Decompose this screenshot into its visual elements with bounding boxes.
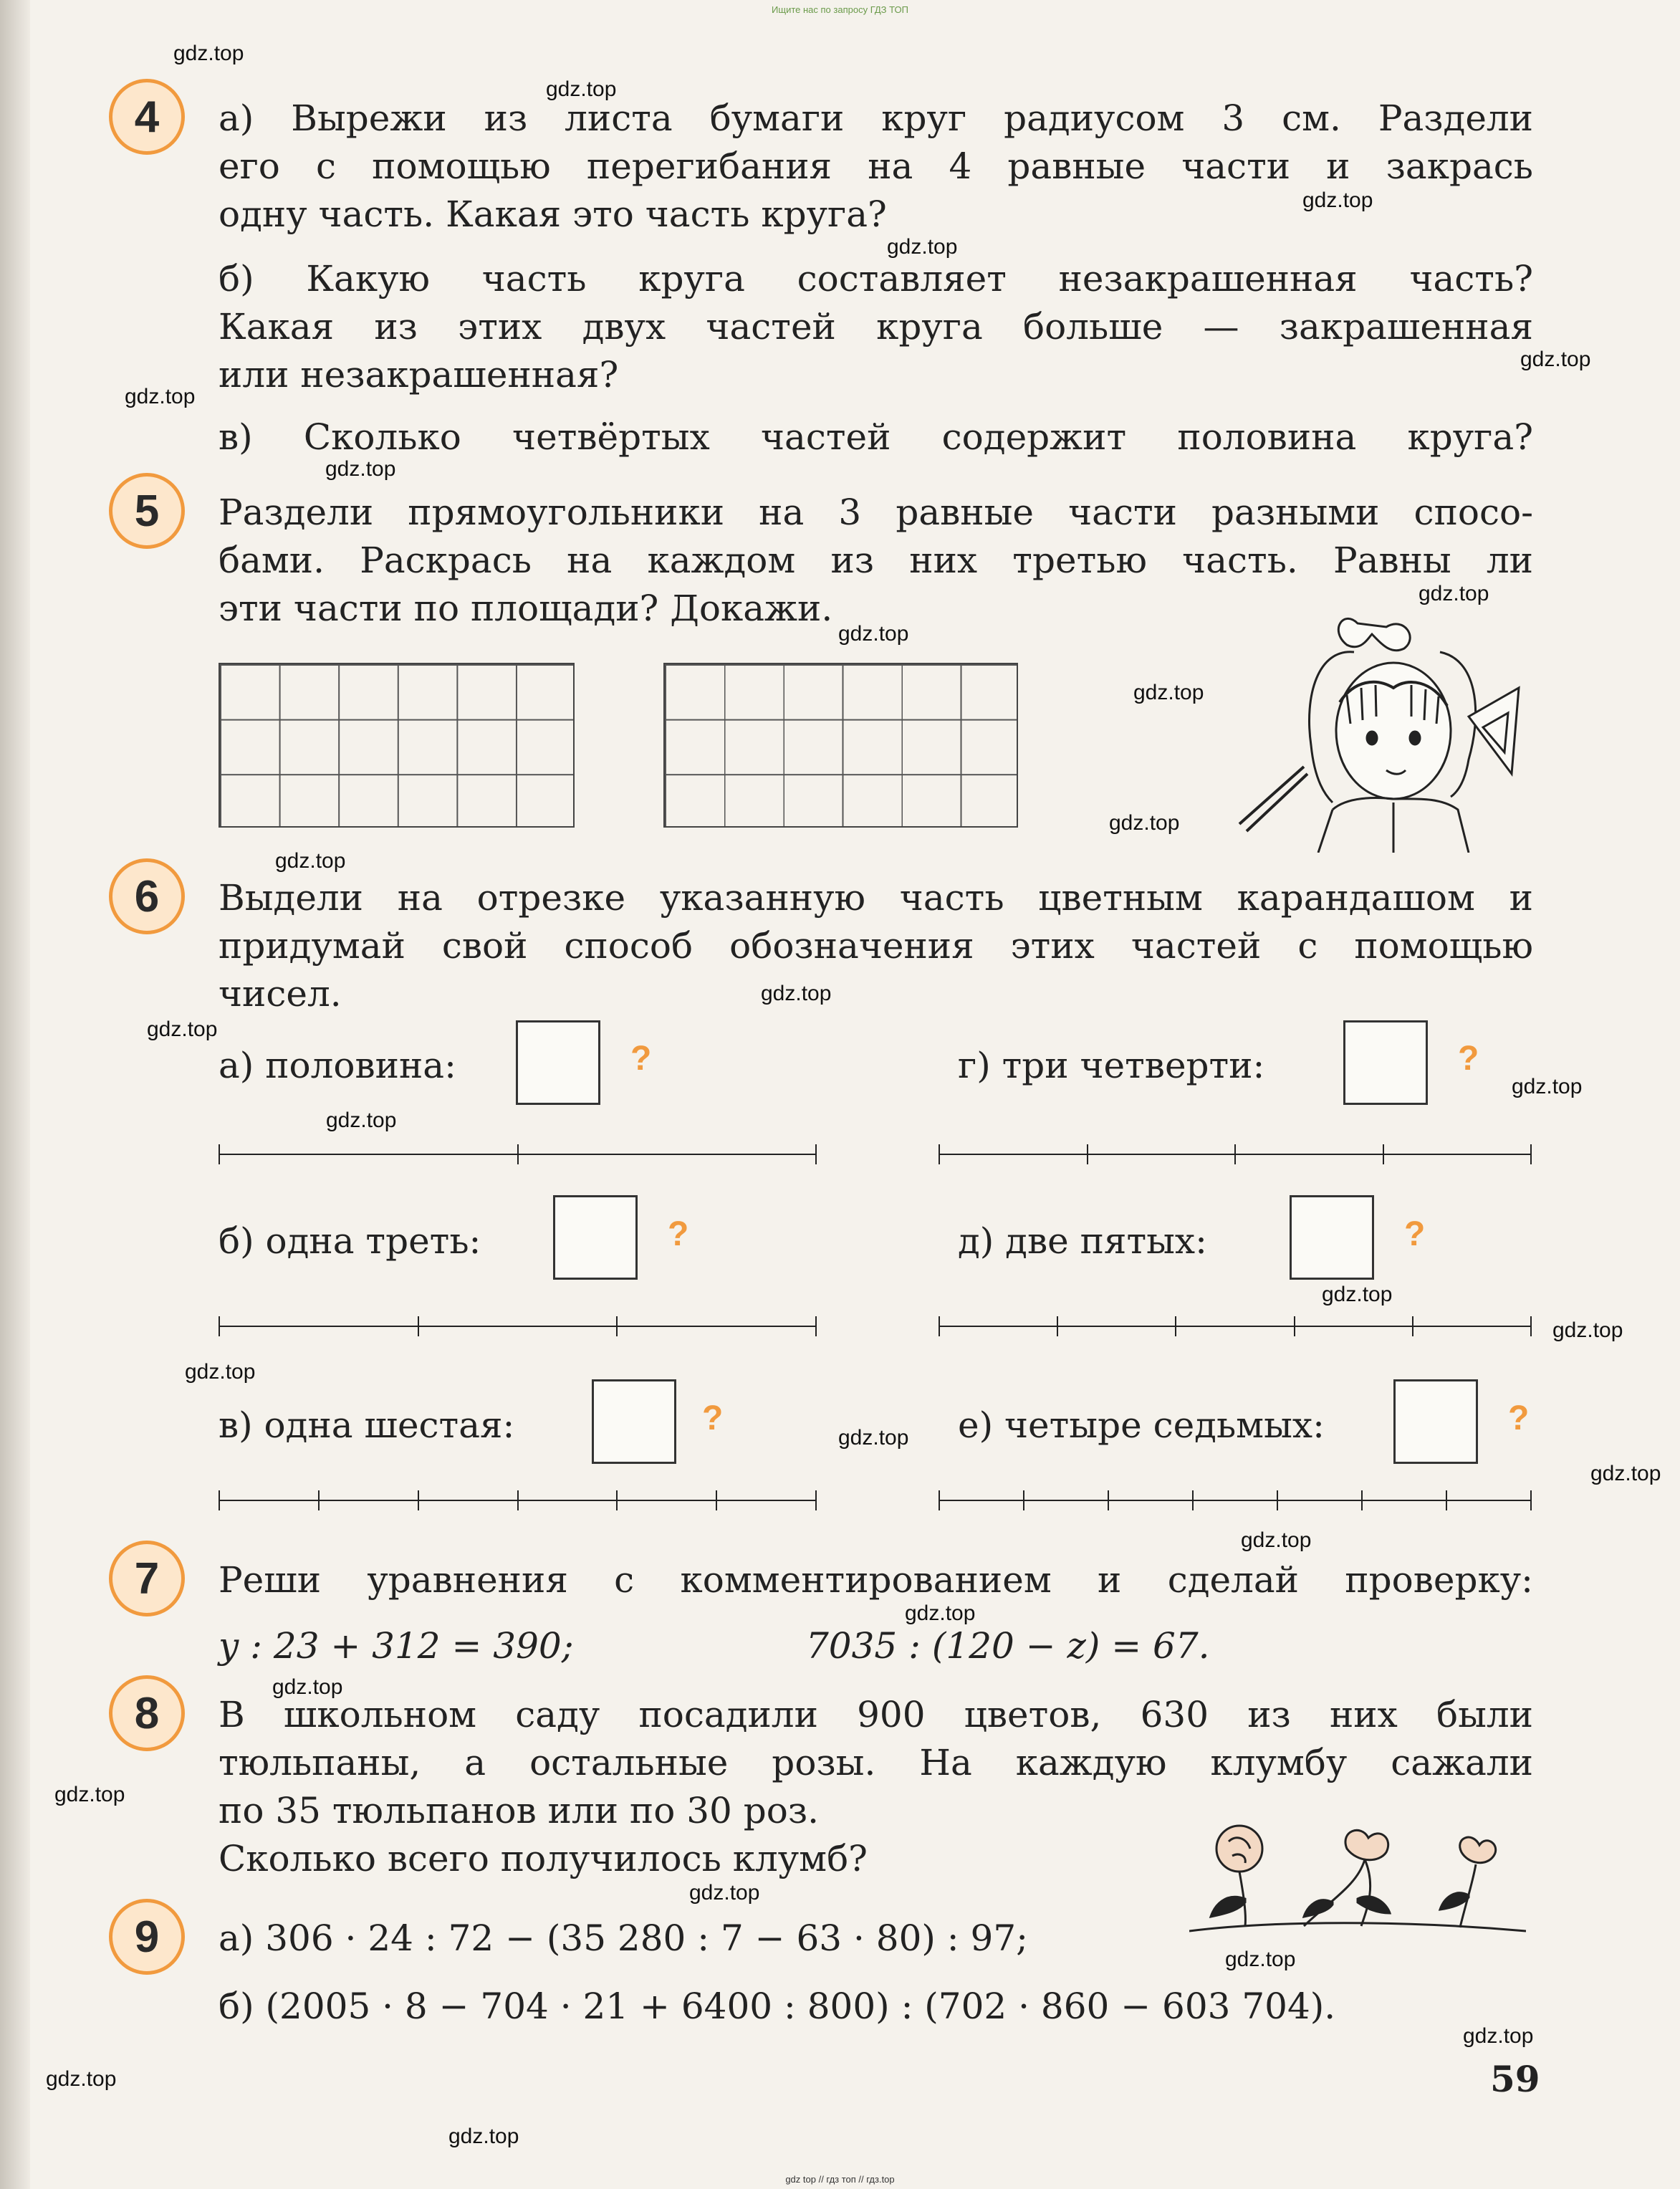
segment-tick [517, 1490, 519, 1510]
watermark: gdz.top [272, 1675, 343, 1699]
watermark: gdz.top [325, 457, 396, 481]
task8-line3: по 35 тюльпанов или по 30 роз. [219, 1790, 820, 1831]
task6-g-question-mark: ? [1458, 1040, 1479, 1078]
watermark: gdz.top [173, 42, 244, 65]
watermark: gdz.top [1552, 1318, 1623, 1342]
task5-line2: бами. Раскрась на каждом из них третью часть. Равны ли [219, 540, 1533, 581]
segment-tick [815, 1316, 817, 1336]
segment-tick [1383, 1144, 1384, 1164]
task8-line4: Сколько всего получилось клумб? [219, 1838, 868, 1879]
task8-line1: В школьном саду посадили 900 цветов, 630 из них были [219, 1694, 1533, 1735]
task6-b-answer-box[interactable] [553, 1195, 638, 1280]
task-number-4: 4 [109, 79, 185, 155]
header-ad: Ищите нас по запросу ГДЗ ТОП [772, 4, 908, 15]
segment-tick [815, 1490, 817, 1510]
task6-line2: придумай свой способ обозначения этих частей с помощью [219, 925, 1533, 967]
task5-line1: Раздели прямоугольники на 3 равные части разными спосо- [219, 492, 1533, 533]
footer-links: gdz top // гдз топ // гдз.top [785, 2174, 895, 2185]
task4-b-line1: б) Какую часть круга составляет незакрашенная часть? [219, 258, 1533, 300]
task-number-7: 7 [109, 1541, 185, 1616]
task6-v-answer-box[interactable] [592, 1379, 676, 1464]
watermark: gdz.top [1322, 1283, 1393, 1306]
watermark: gdz.top [905, 1601, 976, 1625]
task4-a-line1: а) Вырежи из листа бумаги круг радиусом 3 см. Раздели [219, 97, 1533, 139]
segment-tick [1446, 1490, 1447, 1510]
task6-e-answer-box[interactable] [1393, 1379, 1478, 1464]
task6-e-question-mark: ? [1508, 1399, 1530, 1437]
segment-tick [616, 1316, 618, 1336]
segment-tick [1108, 1490, 1109, 1510]
task4-a-line2: его с помощью перегибания на 4 равные части и закрась [219, 145, 1533, 187]
watermark: gdz.top [1109, 811, 1180, 835]
rectangle-grid-1[interactable] [219, 663, 575, 828]
task6-v-label: в) одна шестая: [219, 1404, 515, 1446]
task-number-5: 5 [109, 473, 185, 549]
watermark: gdz.top [1302, 188, 1373, 212]
watermark: gdz.top [54, 1783, 125, 1806]
segment-tick [418, 1316, 419, 1336]
task7-equation-2: 7035 : (120 − z) = 67. [806, 1625, 1210, 1667]
task6-b-segment[interactable] [219, 1326, 817, 1327]
segment-tick [1530, 1144, 1532, 1164]
task4-a-line3: одну часть. Какая это часть круга? [219, 193, 887, 235]
segment-tick [1057, 1316, 1058, 1336]
segment-tick [219, 1144, 220, 1164]
watermark: gdz.top [1225, 1948, 1296, 1971]
task6-d-answer-box[interactable] [1290, 1195, 1374, 1280]
segment-tick [418, 1490, 419, 1510]
segment-tick [815, 1144, 817, 1164]
segment-tick [318, 1490, 320, 1510]
watermark: gdz.top [46, 2067, 117, 2091]
segment-tick [1192, 1490, 1194, 1510]
task-number-6: 6 [109, 858, 185, 934]
task-number-9: 9 [109, 1899, 185, 1975]
segment-tick [219, 1316, 220, 1336]
watermark: gdz.top [1512, 1075, 1583, 1098]
segment-tick [1294, 1316, 1295, 1336]
task6-line1: Выдели на отрезке указанную часть цветным карандашом и [219, 877, 1533, 919]
task6-g-label: г) три четверти: [958, 1045, 1265, 1086]
watermark: gdz.top [326, 1108, 397, 1132]
watermark: gdz.top [448, 2125, 519, 2148]
task9-a: а) 306 · 24 : 72 − (35 280 : 7 − 63 · 80) : 97; [219, 1917, 1029, 1959]
segment-tick [616, 1490, 618, 1510]
watermark: gdz.top [838, 1426, 909, 1450]
watermark: gdz.top [887, 235, 958, 259]
segment-tick [517, 1144, 519, 1164]
task6-b-label: б) одна треть: [219, 1220, 481, 1262]
task-number-8: 8 [109, 1675, 185, 1751]
watermark: gdz.top [838, 622, 909, 646]
task4-v-line: в) Сколько четвёртых частей содержит половина круга? [219, 416, 1533, 458]
watermark: gdz.top [1133, 681, 1204, 704]
page-number: 59 [1490, 2058, 1540, 2100]
watermark: gdz.top [185, 1360, 256, 1384]
segment-tick [716, 1490, 717, 1510]
segment-tick [1277, 1490, 1278, 1510]
watermark: gdz.top [1419, 582, 1489, 605]
segment-tick [1234, 1144, 1236, 1164]
task6-g-answer-box[interactable] [1343, 1020, 1428, 1105]
task7-equation-1: y : 23 + 312 = 390; [219, 1625, 574, 1667]
task6-a-label: а) половина: [219, 1045, 456, 1086]
task7-line: Реши уравнения с комментированием и сделай проверку: [219, 1559, 1533, 1601]
task8-line2: тюльпаны, а остальные розы. На каждую клумбу сажали [219, 1742, 1533, 1783]
task4-b-line2: Какая из этих двух частей круга больше — закрашенная [219, 306, 1533, 348]
task6-e-label: е) четыре седьмых: [958, 1404, 1325, 1446]
segment-tick [939, 1316, 940, 1336]
task6-v-question-mark: ? [702, 1399, 724, 1437]
segment-tick [1175, 1316, 1176, 1336]
segment-tick [219, 1490, 220, 1510]
watermark: gdz.top [1241, 1528, 1312, 1552]
task5-line3: эти части по площади? Докажи. [219, 588, 833, 629]
girl-illustration [1211, 609, 1526, 853]
segment-tick [1087, 1144, 1088, 1164]
task6-a-answer-box[interactable] [516, 1020, 600, 1105]
task6-d-question-mark: ? [1404, 1215, 1426, 1253]
watermark: gdz.top [689, 1881, 760, 1905]
watermark: gdz.top [125, 385, 196, 408]
segment-tick [1023, 1490, 1024, 1510]
task6-d-segment[interactable] [939, 1326, 1532, 1327]
rectangle-grid-2[interactable] [663, 663, 1018, 828]
watermark: gdz.top [1520, 348, 1591, 371]
segment-tick [939, 1490, 940, 1510]
watermark: gdz.top [546, 77, 617, 101]
segment-tick [939, 1144, 940, 1164]
task9-b: б) (2005 · 8 − 704 · 21 + 6400 : 800) : (702 · 860 − 603 704). [219, 1986, 1336, 2027]
task6-line3: чисел. [219, 973, 342, 1015]
segment-tick [1412, 1316, 1413, 1336]
watermark: gdz.top [1463, 2024, 1534, 2048]
segment-tick [1530, 1316, 1532, 1336]
segment-tick [1361, 1490, 1363, 1510]
task4-b-line3: или незакрашенная? [219, 354, 619, 396]
task6-e-segment[interactable] [939, 1500, 1532, 1501]
watermark: gdz.top [1590, 1462, 1661, 1485]
task6-b-question-mark: ? [668, 1215, 689, 1253]
segment-tick [1530, 1490, 1532, 1510]
watermark: gdz.top [761, 982, 832, 1005]
watermark: gdz.top [275, 849, 346, 873]
task6-a-question-mark: ? [630, 1040, 652, 1078]
task6-d-label: д) две пятых: [958, 1220, 1207, 1262]
watermark: gdz.top [147, 1017, 218, 1041]
